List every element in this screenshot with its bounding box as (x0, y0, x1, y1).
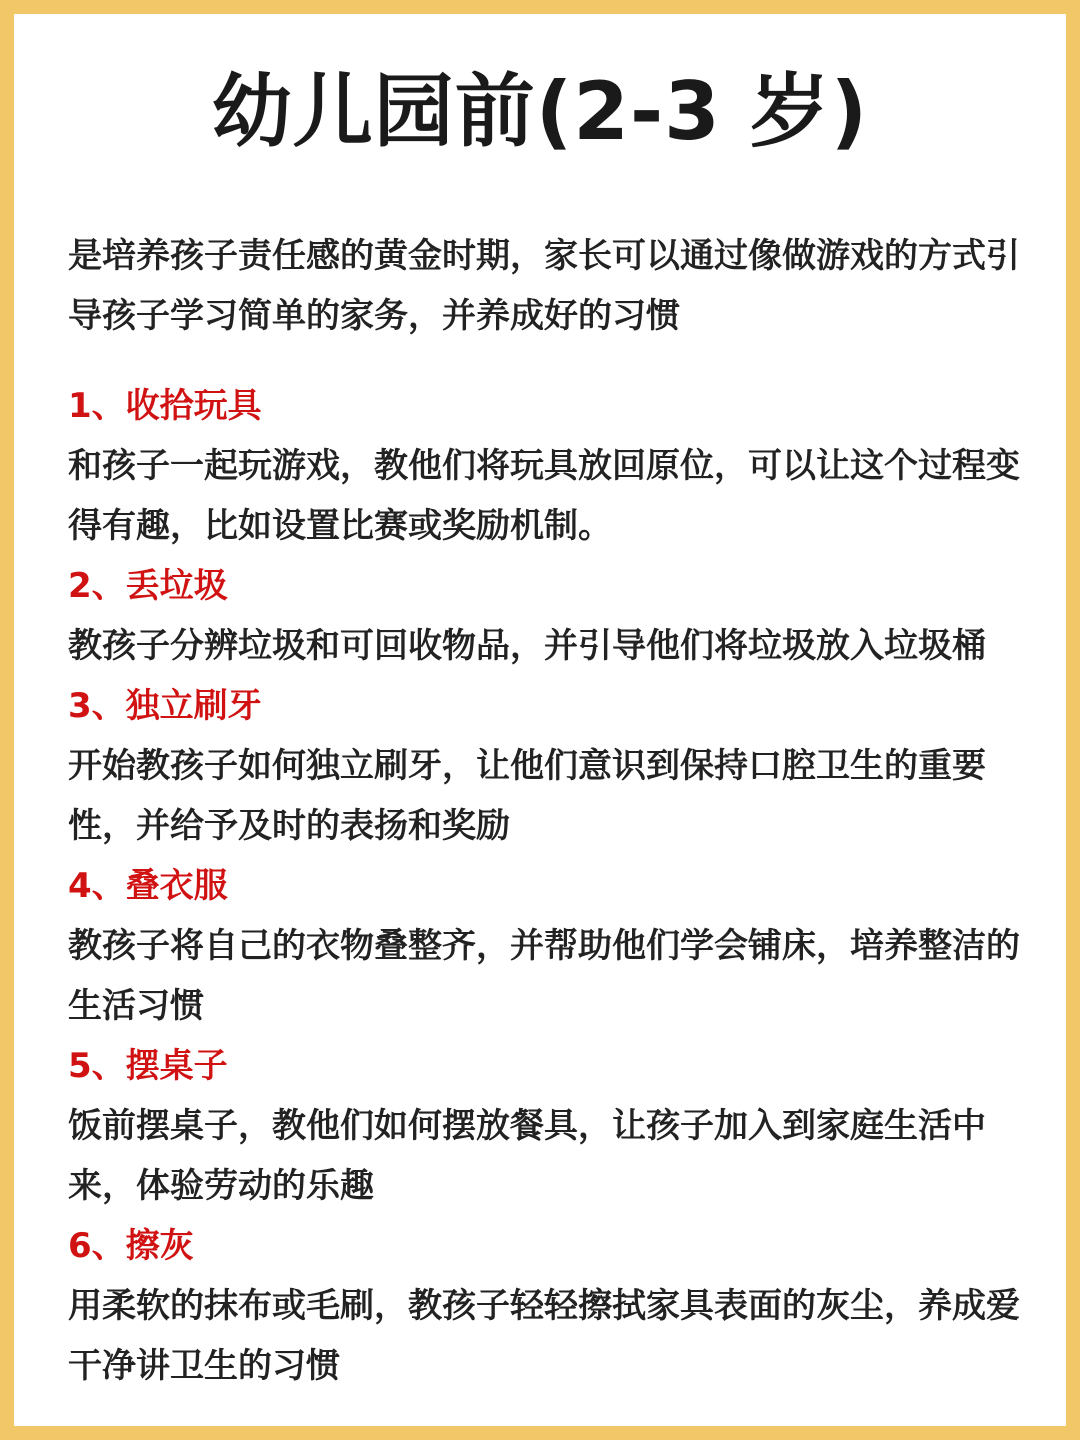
chore-item (68, 856, 1028, 1036)
chore-item (68, 676, 1028, 856)
chore-heading: 1、收拾玩具 (68, 386, 262, 426)
page-title: 幼儿园前(2-3 岁) (211, 65, 869, 158)
chore-list (68, 376, 1028, 1396)
chore-heading: 3、独立刷牙 (68, 686, 262, 726)
chore-heading: 2、丢垃圾 (68, 566, 228, 606)
chore-description: 教孩子将自己的衣物叠整齐，并帮助他们学会铺床，培养整洁的生活习惯 (68, 926, 1020, 1026)
chore-item (68, 1036, 1028, 1216)
chore-heading: 6、擦灰 (68, 1226, 194, 1266)
chore-item (68, 556, 1028, 676)
chore-description: 用柔软的抹布或毛刷，教孩子轻轻擦拭家具表面的灰尘，养成爱干净讲卫生的习惯 (68, 1286, 1020, 1386)
chore-description: 开始教孩子如何独立刷牙，让他们意识到保持口腔卫生的重要性，并给予及时的表扬和奖励 (68, 746, 986, 846)
card-frame (14, 14, 1066, 1426)
chore-item (68, 1216, 1028, 1396)
chore-heading: 5、摆桌子 (68, 1046, 228, 1086)
chore-heading: 4、叠衣服 (68, 866, 228, 906)
chore-item (68, 376, 1028, 556)
chore-description: 教孩子分辨垃圾和可回收物品，并引导他们将垃圾放入垃圾桶 (68, 626, 986, 666)
chore-description: 饭前摆桌子，教他们如何摆放餐具，让孩子加入到家庭生活中来，体验劳动的乐趣 (68, 1106, 986, 1206)
chore-description: 和孩子一起玩游戏，教他们将玩具放回原位，可以让这个过程变得有趣，比如设置比赛或奖励机制。 (68, 446, 1020, 546)
intro-paragraph: 是培养孩子责任感的黄金时期，家长可以通过像做游戏的方式引导孩子学习简单的家务，并养成好的习惯 (68, 236, 1020, 336)
